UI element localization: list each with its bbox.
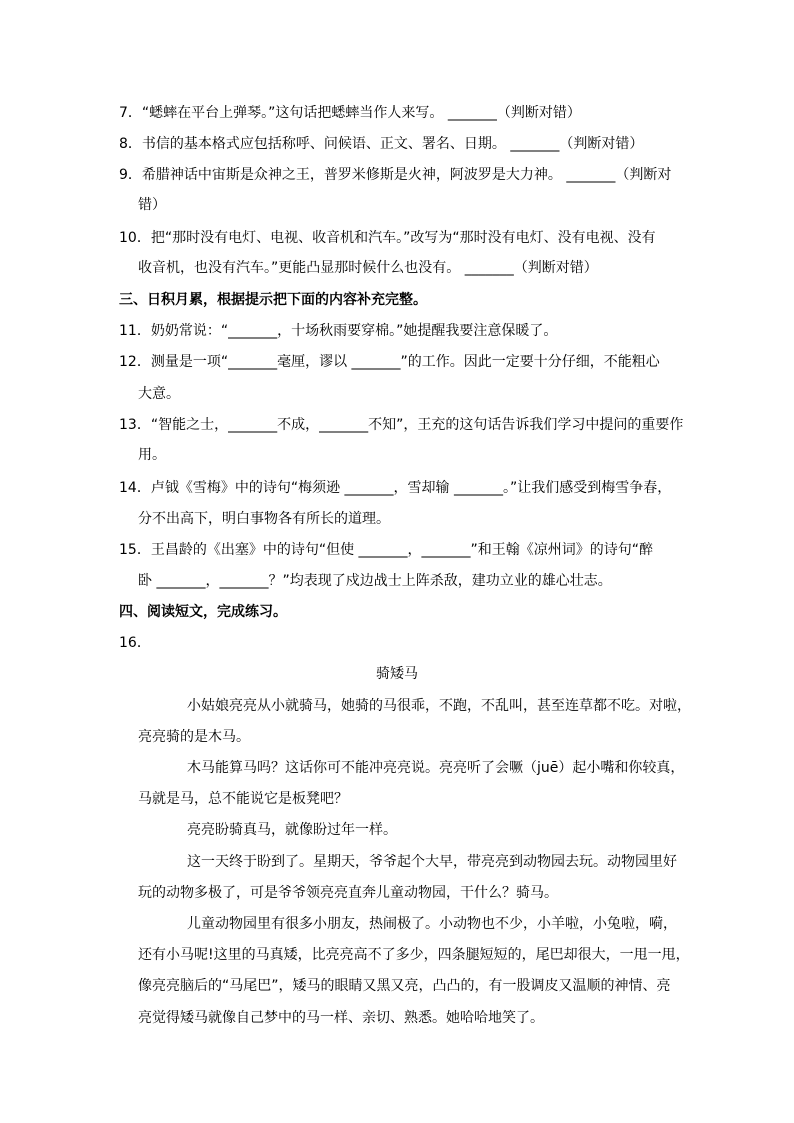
question-12: 12．测量是一项“_______毫厘，谬以 _______”的工作。因此一定要十分仔细，不能粗心 [119,354,660,370]
story-paragraph-1-line-2: 亮亮骑的是木马。 [138,729,250,745]
question-10-continued: 收音机，也没有汽车。”更能凸显那时候什么也没有。 _______（判断对错） [138,260,598,276]
question-10: 10．把“那时没有电灯、电视、收音机和汽车。”改写为“那时没有电灯、没有电视、没有 [119,230,656,246]
question-16-number: 16． [119,635,151,651]
section-4-heading: 四、阅读短文，完成练习。 [119,604,287,620]
story-paragraph-5-line-4: 亮觉得矮马就像自己梦中的马一样、亲切、熟悉。她哈哈地笑了。 [138,1010,544,1026]
question-13-continued: 用。 [138,447,166,463]
story-paragraph-5-line-1: 儿童动物园里有很多小朋友，热闹极了。小动物也不少，小羊啦，小兔啦，嗬， [187,916,677,932]
question-8: 8．书信的基本格式应包括称呼、问候语、正文、署名、日期。 _______（判断对错） [119,136,644,152]
story-paragraph-5-line-3: 像亮亮脑后的“马尾巴”，矮马的眼睛又黑又亮，凸凸的，有一股调皮又温顺的神情、亮 [138,978,671,994]
story-paragraph-4-line-1: 这一天终于盼到了。星期天，爷爷起个大早，带亮亮到动物园去玩。动物园里好 [187,854,677,870]
story-paragraph-2-line-2: 马就是马，总不能说它是板凳吧？ [138,791,348,807]
story-paragraph-5-line-2: 还有小马呢!这里的马真矮，比亮亮高不了多少，四条腿短短的，尾巴却很大，一甩一甩， [138,947,690,963]
question-14-continued: 分不出高下，明白事物各有所长的道理。 [138,511,390,527]
story-paragraph-3: 亮亮盼骑真马，就像盼过年一样。 [187,822,397,838]
story-title: 骑矮马 [376,666,418,682]
story-paragraph-1-line-1: 小姑娘亮亮从小就骑马，她骑的马很乖，不跑，不乱叫，甚至连草都不吃。对啦， [187,698,691,714]
story-paragraph-2-line-1: 木马能算马吗？这话你可不能冲亮亮说。亮亮听了会噘（juē）起小嘴和你较真， [187,760,685,776]
question-15: 15．王昌龄的《出塞》中的诗句“但使 _______，_______”和王翰《凉州词》的诗句“醉 [119,542,654,558]
question-14: 14．卢钺《雪梅》中的诗句“梅须逊 _______，雪却输 _______。”让我们感受到梅雪争春， [119,480,672,496]
question-12-continued: 大意。 [138,386,180,402]
question-9-continued: 错） [138,197,166,213]
question-7: 7．“蟋蟀在平台上弹琴。”这句话把蟋蟀当作人来写。 _______（判断对错） [119,105,581,121]
section-3-heading: 三、日积月累，根据提示把下面的内容补充完整。 [119,292,427,308]
story-paragraph-4-line-2: 玩的动物多极了，可是爷爷领亮亮直奔儿童动物园，干什么？骑马。 [138,885,558,901]
question-11: 11．奶奶常说：“_______，十场秋雨要穿棉。”她提醒我要注意保暖了。 [119,323,558,339]
question-13: 13．“智能之士，_______不成，_______不知”，王充的这句话告诉我们学习中提问的重要作 [119,417,684,433]
question-15-continued: 卧 _______，_______？”均表现了戍边战士上阵杀敌，建功立业的雄心壮志。 [138,573,612,589]
question-9: 9．希腊神话中宙斯是众神之王，普罗米修斯是火神，阿波罗是大力神。 _______（判断对 [119,167,672,183]
